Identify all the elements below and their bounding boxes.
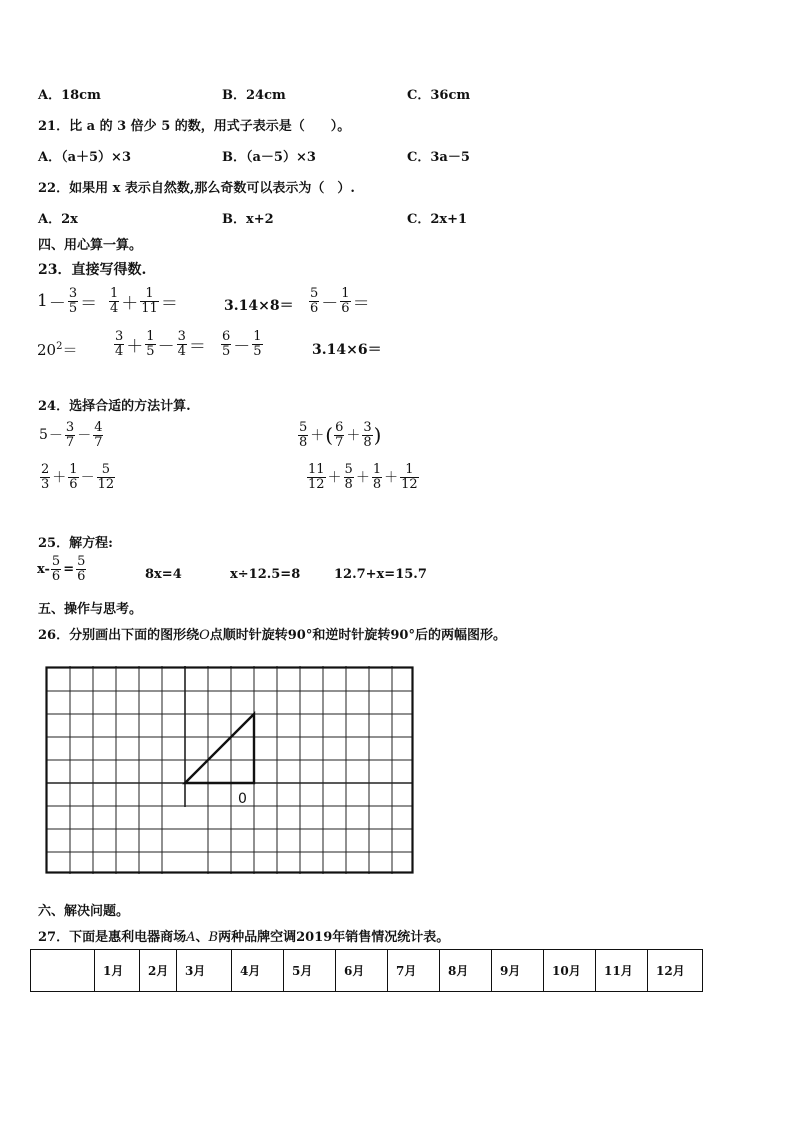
fraction: $\frac{11}{12}$ xyxy=(308,462,325,492)
variable: x- xyxy=(37,561,50,577)
fraction: $\frac{3}{8}$ xyxy=(363,420,372,450)
q26-text xyxy=(38,624,506,643)
fraction: $\frac{5}{6}$ xyxy=(310,286,319,316)
q25-title: 25．解方程: xyxy=(38,536,113,551)
q23-row1-expr3: 3.14×8＝ xyxy=(224,298,294,314)
q25-expr1 xyxy=(37,555,87,583)
table-header-cell: 2月 xyxy=(140,950,177,992)
sales-table xyxy=(30,949,703,992)
fraction: $\frac{1}{6}$ xyxy=(69,462,78,492)
fraction: $\frac{1}{5}$ xyxy=(253,329,262,359)
operator: － xyxy=(321,293,339,314)
point-o-label: 0 xyxy=(238,791,247,807)
q23-title: 23．直接写得数. xyxy=(38,262,147,278)
table-header-cell: 10月 xyxy=(544,950,596,992)
table-header-cell: 1月 xyxy=(95,950,140,992)
q21-option-b: B．（a－5）×3 xyxy=(222,150,316,165)
fraction: $\frac{3}{7}$ xyxy=(65,420,75,450)
right-triangle xyxy=(185,714,254,783)
q22-option-a: A．2x xyxy=(38,212,78,227)
operator: ＋ xyxy=(327,470,342,487)
operator: － xyxy=(80,470,95,487)
table-header-row xyxy=(31,950,703,992)
q26-text-part1: 26．分别画出下面的图形绕 xyxy=(38,628,200,643)
operator: ＋ xyxy=(355,470,370,487)
table-header-cell: 7月 xyxy=(388,950,440,992)
equals: ＝ xyxy=(80,293,98,314)
number: 5 xyxy=(39,427,48,444)
variable-b: B xyxy=(208,930,219,945)
fraction: $\frac{1}{4}$ xyxy=(110,286,119,316)
q26-text-part2: 点顺时针旋转90°和逆时针旋转90°后的两幅图形。 xyxy=(209,628,506,643)
equals: ＝ xyxy=(188,336,206,357)
q22-option-c: C．2x+1 xyxy=(407,212,468,227)
operator: － xyxy=(233,336,251,357)
fraction: $\frac{2}{3}$ xyxy=(41,462,50,492)
number: 1 xyxy=(37,291,48,312)
equals: = xyxy=(63,561,75,577)
q24-expr4 xyxy=(306,463,420,491)
fraction: $\frac{5}{6}$ xyxy=(51,554,61,584)
left-paren: ( xyxy=(325,423,334,448)
table-header-cell: 3月 xyxy=(177,950,232,992)
q24-expr2 xyxy=(297,421,381,449)
q23-row2-expr3 xyxy=(220,330,264,358)
operator: ＋ xyxy=(126,336,144,357)
fraction: $\frac{1}{11}$ xyxy=(141,286,158,316)
q24-expr1 xyxy=(39,421,104,449)
q21-option-a: A．（a＋5）×3 xyxy=(38,150,131,165)
fraction: $\frac{3}{5}$ xyxy=(68,286,78,316)
q23-row1-expr1 xyxy=(37,287,98,315)
table-header-cell: 4月 xyxy=(232,950,284,992)
q24-expr3 xyxy=(39,463,116,491)
q25-expr4: 12.7+x=15.7 xyxy=(334,567,427,582)
fraction: $\frac{5}{8}$ xyxy=(344,462,353,492)
table-header-cell: 6月 xyxy=(336,950,388,992)
equals: ＝ xyxy=(352,293,370,314)
equals: ＝ xyxy=(160,293,178,314)
q21-option-c: C．3a－5 xyxy=(407,150,470,165)
fraction: $\frac{5}{8}$ xyxy=(299,420,308,450)
fraction: $\frac{6}{5}$ xyxy=(222,329,231,359)
table-header-cell: 5月 xyxy=(284,950,336,992)
section-6-heading: 六、解决问题。 xyxy=(38,904,130,919)
fraction: $\frac{5}{6}$ xyxy=(77,554,86,584)
separator: 、 xyxy=(195,930,209,945)
q24-title: 24．选择合适的方法计算. xyxy=(38,399,191,414)
variable-a: A xyxy=(186,930,196,945)
rotation-grid xyxy=(45,666,415,876)
table-header-cell: 8月 xyxy=(440,950,492,992)
fraction: $\frac{1}{5}$ xyxy=(146,329,155,359)
fraction: $\frac{3}{4}$ xyxy=(177,329,186,359)
q27-text-part1: 27．下面是惠利电器商场 xyxy=(38,930,187,945)
fraction: $\frac{4}{7}$ xyxy=(94,420,103,450)
equals: ＝ xyxy=(62,341,78,359)
q22-option-b: B．x+2 xyxy=(222,212,274,227)
q20-option-c: C．36cm xyxy=(407,88,471,103)
q27-text-part2: 两种品牌空调2019年销售情况统计表。 xyxy=(218,930,450,945)
fraction: $\frac{1}{12}$ xyxy=(401,462,418,492)
fraction: $\frac{1}{6}$ xyxy=(341,286,350,316)
table-header-cell: 9月 xyxy=(492,950,544,992)
operator: ＋ xyxy=(346,428,361,445)
operator: ＋ xyxy=(384,470,399,487)
fraction: $\frac{1}{8}$ xyxy=(372,462,382,492)
operator: － xyxy=(48,428,63,445)
q25-expr2: 8x=4 xyxy=(145,567,182,582)
q23-row1-expr4 xyxy=(308,287,371,315)
table-header-cell: 12月 xyxy=(648,950,703,992)
q23-row2-expr1 xyxy=(37,339,77,360)
number: 20 xyxy=(37,341,57,359)
operator: ＋ xyxy=(121,293,139,314)
operator: － xyxy=(157,336,175,357)
q23-row2-expr2 xyxy=(113,330,207,358)
operator: ＋ xyxy=(52,470,67,487)
q21-text: 21．比 a 的 3 倍少 5 的数，用式子表示是（ ）。 xyxy=(38,119,351,134)
fraction: $\frac{3}{4}$ xyxy=(115,329,124,359)
fraction: $\frac{6}{7}$ xyxy=(335,420,344,450)
operator: － xyxy=(77,428,92,445)
right-paren: ) xyxy=(373,423,382,448)
section-4-heading: 四、用心算一算。 xyxy=(38,238,143,253)
grid-border xyxy=(47,668,413,873)
q25-expr3: x÷12.5=8 xyxy=(230,567,301,582)
q23-row2-expr4: 3.14×6＝ xyxy=(312,342,382,358)
operator: ＋ xyxy=(310,428,325,445)
exponent: 2 xyxy=(56,341,63,352)
section-5-heading: 五、操作与思考。 xyxy=(38,602,143,617)
operator: － xyxy=(48,293,66,314)
table-header-cell: 11月 xyxy=(596,950,648,992)
q27-text xyxy=(38,926,449,945)
grid-lines xyxy=(47,666,413,874)
fraction: $\frac{5}{12}$ xyxy=(97,462,115,492)
q20-option-a: A．18cm xyxy=(38,88,101,103)
table-corner-cell xyxy=(31,950,95,992)
variable-o: O xyxy=(199,628,210,643)
q23-row1-expr2 xyxy=(108,287,179,315)
q22-text: 22．如果用 x 表示自然数,那么奇数可以表示为（ ）. xyxy=(38,181,355,196)
q20-option-b: B．24cm xyxy=(222,88,286,103)
